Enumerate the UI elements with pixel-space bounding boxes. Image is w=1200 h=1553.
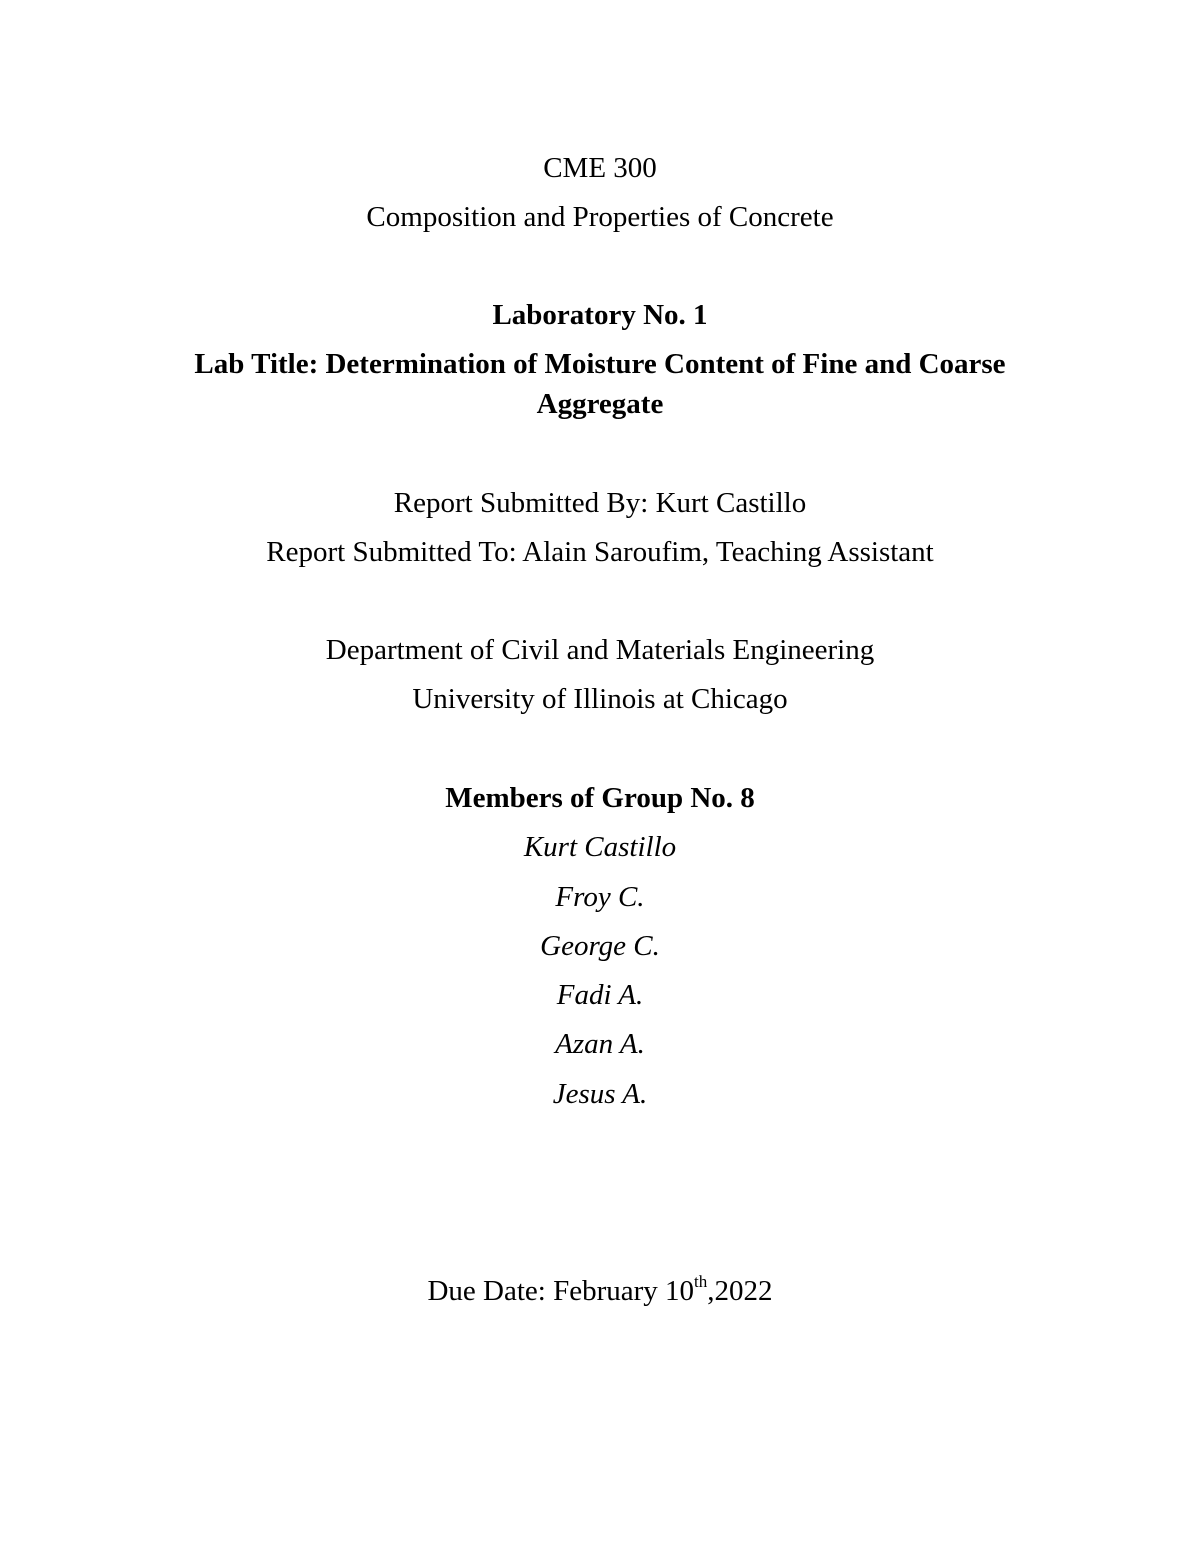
lab-title-line-1: Lab Title: Determination of Moisture Content of Fine and Coarse	[194, 348, 1006, 380]
due-date-year: ,2022	[707, 1275, 773, 1307]
department: Department of Civil and Materials Engineering	[325, 634, 875, 666]
member-name: Jesus A.	[552, 1078, 648, 1110]
due-date	[0, 1273, 1200, 1309]
course-code: CME 300	[543, 152, 657, 184]
lab-title-line-2: Aggregate	[536, 388, 664, 420]
member-name: Kurt Castillo	[523, 831, 677, 863]
member-name: Froy C.	[555, 881, 645, 913]
member-name: Fadi A.	[556, 979, 644, 1011]
member-name: George C.	[540, 930, 660, 962]
course-name: Composition and Properties of Concrete	[366, 201, 834, 233]
submitted-by: Report Submitted By: Kurt Castillo	[393, 487, 807, 519]
submitted-to: Report Submitted To: Alain Saroufim, Teaching Assistant	[266, 536, 934, 568]
lab-number: Laboratory No. 1	[492, 299, 708, 331]
group-heading: Members of Group No. 8	[445, 782, 755, 814]
member-name: Azan A.	[555, 1028, 645, 1060]
university: University of Illinois at Chicago	[412, 683, 788, 715]
due-date-text: Due Date: February 10	[427, 1275, 695, 1307]
due-date-ordinal: th	[694, 1272, 708, 1292]
